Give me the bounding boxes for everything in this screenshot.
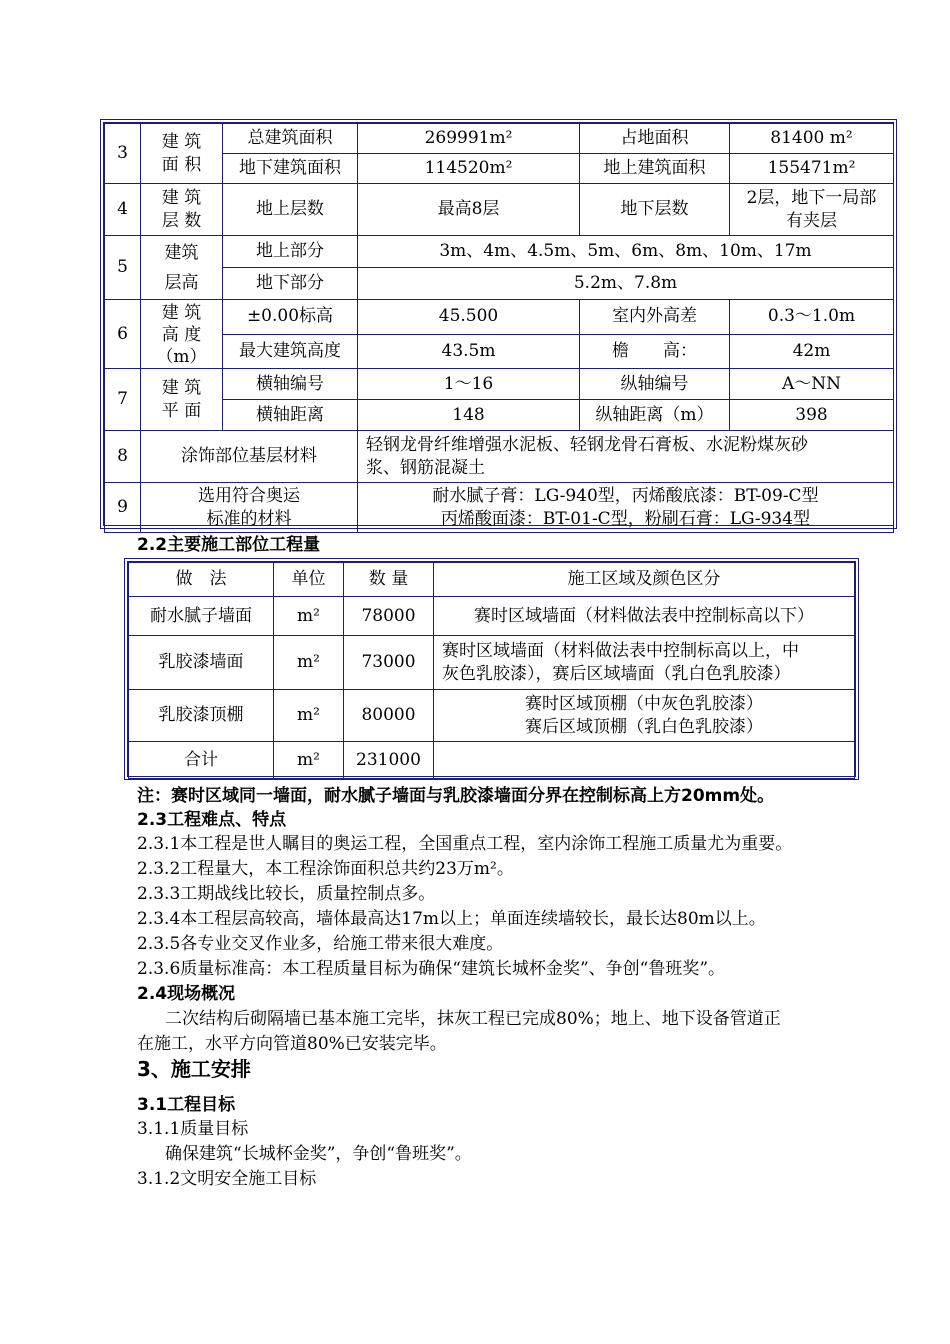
- column-header: 单位: [274, 563, 344, 597]
- row-number: 4: [105, 184, 141, 236]
- table-row: [105, 300, 894, 335]
- label-cell: 地下层数: [580, 184, 730, 236]
- label-cell: 地上建筑面积: [580, 154, 730, 184]
- method-cell: 耐水腻子墙面: [129, 597, 274, 636]
- row-number: 3: [105, 124, 141, 184]
- unit-cell: m²: [274, 690, 344, 742]
- paragraph-line: 二次结构后砌隔墙已基本施工完毕，抹灰工程已完成80%；地上、地下设备管道正: [165, 1009, 781, 1029]
- category-cell: 建筑 层高: [141, 236, 223, 300]
- value-cell: 398: [730, 400, 894, 431]
- category-cell: 建 筑 面 积: [141, 124, 223, 184]
- table-row: [105, 483, 894, 533]
- table-row: [105, 154, 894, 184]
- section-heading-3-1: 3.1工程目标: [137, 1095, 236, 1115]
- building-info-table: [104, 123, 894, 533]
- value-cell: 42m: [730, 334, 894, 369]
- area-cell: 赛时区域墙面（材料做法表中控制标高以下）: [434, 597, 855, 636]
- section-heading-2-4: 2.4现场概况: [137, 984, 236, 1004]
- label-cell: 纵轴距离（m）: [580, 400, 730, 431]
- row-number: 6: [105, 300, 141, 369]
- table-header-row: [129, 563, 855, 597]
- work-quantity-table-frame: [124, 558, 859, 780]
- list-item: 2.3.3工期战线比较长，质量控制点多。: [137, 884, 436, 904]
- value-cell: 155471m²: [730, 154, 894, 184]
- table-row: [105, 400, 894, 431]
- value-cell: 81400 m²: [730, 124, 894, 154]
- section-heading-3: 3、施工安排: [137, 1057, 251, 1081]
- method-cell: 乳胶漆墙面: [129, 636, 274, 690]
- unit-cell: m²: [274, 597, 344, 636]
- method-cell: 合计: [129, 742, 274, 779]
- label-cell: 地下建筑面积: [223, 154, 358, 184]
- column-header: 施工区域及颜色区分: [434, 563, 855, 597]
- value-cell: 3m、4m、4.5m、5m、6m、8m、10m、17m: [358, 236, 894, 268]
- building-info-table-frame: [100, 119, 897, 529]
- value-cell: 148: [358, 400, 580, 431]
- label-cell: 地下部分: [223, 268, 358, 300]
- table-row: [105, 124, 894, 154]
- value-cell: 1～16: [358, 369, 580, 400]
- column-header: 数 量: [344, 563, 434, 597]
- row-number: 8: [105, 431, 141, 483]
- value-cell: 最高8层: [358, 184, 580, 236]
- label-cell: 横轴编号: [223, 369, 358, 400]
- quantity-cell: 73000: [344, 636, 434, 690]
- quantity-cell: 80000: [344, 690, 434, 742]
- section-heading-3-1-2: 3.1.2文明安全施工目标: [137, 1169, 317, 1189]
- list-item: 2.3.2工程量大，本工程涂饰面积总共约23万m²。: [137, 859, 514, 879]
- method-cell: 乳胶漆顶棚: [129, 690, 274, 742]
- category-cell: 建 筑 层 数: [141, 184, 223, 236]
- table-row: [105, 268, 894, 300]
- list-item: 2.3.1本工程是世人瞩目的奥运工程，全国重点工程，室内涂饰工程施工质量尤为重要。: [137, 834, 793, 854]
- table-note: 注：赛时区域同一墙面，耐水腻子墙面与乳胶漆墙面分界在控制标高上方20mm处。: [137, 786, 775, 806]
- label-cell: 室内外高差: [580, 300, 730, 335]
- table-row: [105, 334, 894, 369]
- row-number: 9: [105, 483, 141, 533]
- value-cell: 45.500: [358, 300, 580, 335]
- content-cell: 耐水腻子膏：LG-940型，丙烯酸底漆：BT-09-C型 丙烯酸面漆：BT-01-C型，粉刷石膏：LG-934型: [358, 483, 894, 533]
- label-cell: 地上层数: [223, 184, 358, 236]
- list-item: 2.3.5各专业交叉作业多，给施工带来很大难度。: [137, 934, 504, 954]
- list-item: 2.3.4本工程层高较高，墙体最高达17m以上；单面连续墙较长，最长达80m以上。: [137, 909, 766, 929]
- table-row: [129, 636, 855, 690]
- area-cell: 赛时区域墙面（材料做法表中控制标高以上，中 灰色乳胶漆），赛后区域墙面（乳白色乳胶漆）: [434, 636, 855, 690]
- label-cell: 最大建筑高度: [223, 334, 358, 369]
- paragraph-line: 在施工，水平方向管道80%已安装完毕。: [137, 1034, 447, 1054]
- label-cell: 横轴距离: [223, 400, 358, 431]
- table-row: [105, 431, 894, 483]
- category-cell: 建 筑 高 度 （m）: [141, 300, 223, 369]
- table-row: [105, 236, 894, 268]
- table-row: [105, 184, 894, 236]
- label-cell: 纵轴编号: [580, 369, 730, 400]
- category-cell: 建 筑 平 面: [141, 369, 223, 431]
- row-number: 5: [105, 236, 141, 300]
- label-cell: 选用符合奥运 标准的材料: [141, 483, 358, 533]
- value-cell: 0.3～1.0m: [730, 300, 894, 335]
- value-cell: 43.5m: [358, 334, 580, 369]
- paragraph-line: 确保建筑“长城杯金奖”，争创“鲁班奖”。: [165, 1144, 472, 1164]
- label-cell: 檐 高：: [580, 334, 730, 369]
- list-item: 2.3.6质量标准高：本工程质量目标为确保“建筑长城杯金奖”、争创“鲁班奖”。: [137, 959, 726, 979]
- value-cell: A～NN: [730, 369, 894, 400]
- unit-cell: m²: [274, 636, 344, 690]
- row-number: 7: [105, 369, 141, 431]
- label-cell: ±0.00标高: [223, 300, 358, 335]
- section-heading-2-2: 2.2主要施工部位工程量: [137, 535, 321, 555]
- value-cell: 5.2m、7.8m: [358, 268, 894, 300]
- quantity-cell: 78000: [344, 597, 434, 636]
- unit-cell: m²: [274, 742, 344, 779]
- area-cell: 赛时区域顶棚（中灰色乳胶漆） 赛后区域顶棚（乳白色乳胶漆）: [434, 690, 855, 742]
- value-cell: 114520m²: [358, 154, 580, 184]
- label-cell: 地上部分: [223, 236, 358, 268]
- section-heading-2-3: 2.3工程难点、特点: [137, 810, 287, 830]
- work-quantity-table: [128, 562, 855, 779]
- column-header: 做 法: [129, 563, 274, 597]
- section-heading-3-1-1: 3.1.1质量目标: [137, 1119, 249, 1139]
- value-cell: 2层，地下一局部 有夹层: [730, 184, 894, 236]
- area-cell: [434, 742, 855, 779]
- label-cell: 涂饰部位基层材料: [141, 431, 358, 483]
- table-row: [129, 690, 855, 742]
- table-row: [129, 597, 855, 636]
- table-row: [129, 742, 855, 779]
- label-cell: 占地面积: [580, 124, 730, 154]
- value-cell: 269991m²: [358, 124, 580, 154]
- table-row: [105, 369, 894, 400]
- label-cell: 总建筑面积: [223, 124, 358, 154]
- content-cell: 轻钢龙骨纤维增强水泥板、轻钢龙骨石膏板、水泥粉煤灰砂 浆、钢筋混凝土: [358, 431, 894, 483]
- quantity-cell: 231000: [344, 742, 434, 779]
